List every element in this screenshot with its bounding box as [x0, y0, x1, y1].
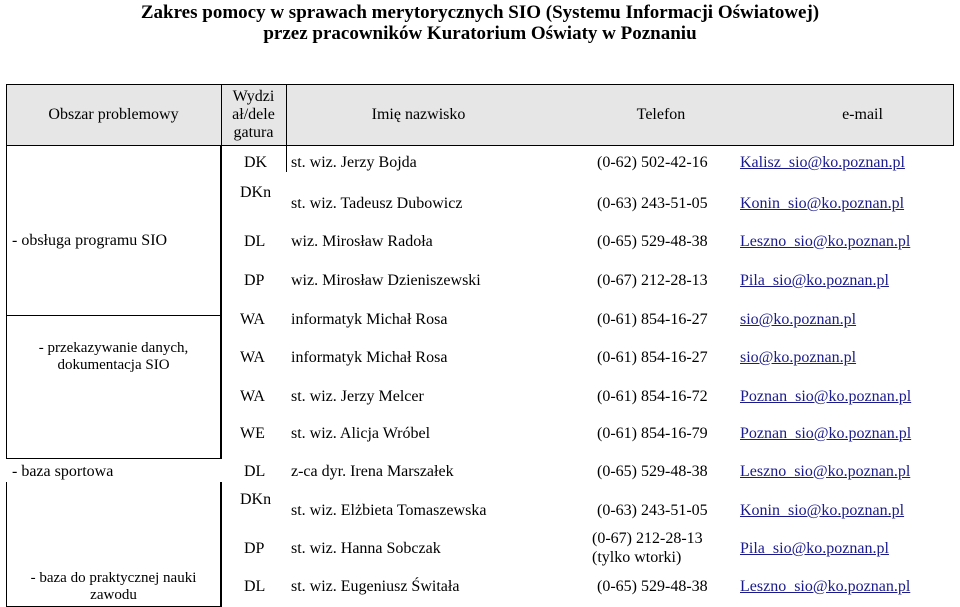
row-dept: WA	[240, 349, 265, 366]
row-name: st. wiz. Eugeniusz Świtała	[291, 578, 460, 595]
row-name: wiz. Mirosław Radoła	[291, 233, 433, 250]
row-email-link[interactable]: Leszno_sio@ko.poznan.pl	[740, 463, 911, 480]
row-dept: WA	[240, 388, 265, 405]
row-phone: (0-63) 243-51-05	[597, 195, 708, 212]
row-phone: (0-63) 243-51-05	[597, 502, 708, 519]
row-phone: (0-65) 529-48-38	[597, 463, 708, 480]
header-area: Obszar problemowy	[48, 106, 179, 123]
row-dept: DL	[244, 233, 266, 250]
document-title-line1: Zakres pomocy w sprawach merytorycznych SIO (Systemu Informacji Oświatowej)	[140, 2, 820, 23]
row-email-link[interactable]: sio@ko.poznan.pl	[740, 349, 857, 366]
area-group-transfer	[6, 316, 221, 459]
row-phone: (0-61) 854-16-72	[597, 388, 708, 405]
row-name: informatyk Michał Rosa	[291, 349, 448, 366]
column-divider	[221, 316, 222, 459]
row-phone: (0-65) 529-48-38	[597, 233, 708, 250]
document-title-line2: przez pracowników Kuratorium Oświaty w Poznaniu	[263, 23, 697, 44]
row-dept: DL	[244, 463, 266, 480]
row-dept: WA	[240, 311, 265, 328]
row-name: st. wiz. Jerzy Bojda	[291, 154, 417, 171]
row-dept: DL	[244, 578, 266, 595]
area-transfer-line2: dokumentacja SIO	[57, 357, 170, 373]
row-email-link[interactable]: Pila_sio@ko.poznan.pl	[740, 540, 889, 557]
row-dept: DK	[244, 154, 268, 171]
row-email-link[interactable]: Poznan_sio@ko.poznan.pl	[740, 425, 912, 442]
column-divider	[221, 482, 222, 607]
header-dept	[221, 84, 286, 146]
row-phone: (0-67) 212-28-13	[592, 530, 703, 547]
header-dept-line1: Wydzi	[232, 88, 275, 105]
area-sio: - obsługa programu SIO	[12, 232, 168, 249]
row-phone: (0-61) 854-16-27	[597, 349, 708, 366]
header-dept-line3: gatura	[233, 124, 274, 141]
row-name: st. wiz. Hanna Sobczak	[291, 540, 441, 557]
area-sport: - baza sportowa	[12, 463, 114, 480]
row-email-link[interactable]: Leszno_sio@ko.poznan.pl	[740, 578, 911, 595]
row-name: wiz. Mirosław Dzieniszewski	[291, 272, 481, 289]
row-dept: DKn	[240, 184, 272, 201]
row-phone: (0-61) 854-16-79	[597, 425, 708, 442]
area-practical-line2: zawodu	[90, 587, 137, 603]
row-name: st. wiz. Alicja Wróbel	[291, 425, 431, 442]
area-group-sio	[6, 146, 221, 316]
row-name: st. wiz. Tadeusz Dubowicz	[291, 195, 463, 212]
row-name: informatyk Michał Rosa	[291, 311, 448, 328]
area-practical	[6, 570, 221, 604]
row-name: z-ca dyr. Irena Marszałek	[291, 463, 454, 480]
row-phone: (0-61) 854-16-27	[597, 311, 708, 328]
column-divider	[221, 146, 222, 316]
header-name: Imię nazwisko	[371, 106, 466, 123]
area-practical-line1: - baza do praktycznej nauki	[30, 570, 197, 586]
row-phone: (0-67) 212-28-13	[597, 272, 708, 289]
row-phone-note: (tylko wtorki)	[592, 549, 682, 566]
column-divider	[286, 146, 287, 172]
row-email-link[interactable]: Poznan_sio@ko.poznan.pl	[740, 388, 912, 405]
row-email-link[interactable]: Kalisz_sio@ko.poznan.pl	[740, 154, 905, 171]
row-name: st. wiz. Jerzy Melcer	[291, 388, 424, 405]
row-dept: DP	[244, 540, 265, 557]
row-email-link[interactable]: Konin_sio@ko.poznan.pl	[740, 502, 905, 519]
row-phone: (0-65) 529-48-38	[597, 578, 708, 595]
row-name: st. wiz. Elżbieta Tomaszewska	[291, 502, 487, 519]
header-dept-line2: ał/dele	[232, 106, 275, 123]
row-email-link[interactable]: sio@ko.poznan.pl	[740, 311, 857, 328]
row-dept: DKn	[240, 491, 272, 508]
row-email-link[interactable]: Pila_sio@ko.poznan.pl	[740, 272, 889, 289]
row-email-link[interactable]: Leszno_sio@ko.poznan.pl	[740, 233, 911, 250]
header-email: e-mail	[842, 106, 883, 123]
area-transfer-line1: - przekazywanie danych,	[38, 340, 189, 356]
row-dept: DP	[244, 272, 265, 289]
header-phone: Telefon	[636, 106, 686, 123]
row-phone: (0-62) 502-42-16	[597, 154, 708, 171]
row-dept: WE	[240, 425, 265, 442]
row-email-link[interactable]: Konin_sio@ko.poznan.pl	[740, 195, 905, 212]
area-transfer	[6, 340, 221, 374]
